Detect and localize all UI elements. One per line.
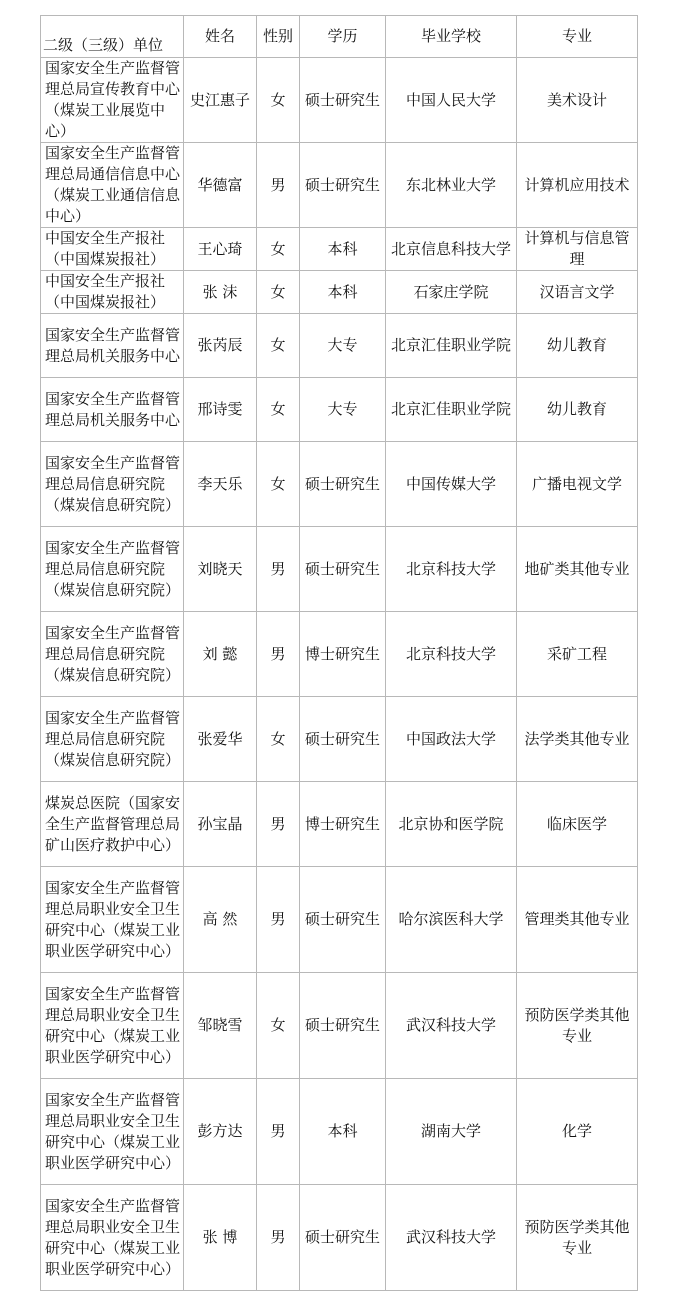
- cell-school: 武汉科技大学: [386, 1185, 517, 1291]
- cell-gender: 男: [257, 1185, 300, 1291]
- cell-gender: 男: [257, 867, 300, 973]
- cell-gender: 女: [257, 973, 300, 1079]
- header-unit: 二级（三级）单位: [41, 16, 184, 58]
- cell-name: 刘晓天: [184, 527, 257, 612]
- cell-major: 幼儿教育: [517, 314, 638, 378]
- cell-name: 邢诗雯: [184, 378, 257, 442]
- personnel-table: [40, 15, 638, 1291]
- cell-gender: 男: [257, 782, 300, 867]
- cell-unit: 中国安全生产报社（中国煤炭报社）: [41, 228, 184, 271]
- cell-education: 硕士研究生: [300, 143, 386, 228]
- cell-school: 石家庄学院: [386, 271, 517, 314]
- cell-gender: 男: [257, 527, 300, 612]
- cell-education: 硕士研究生: [300, 58, 386, 143]
- cell-school: 中国政法大学: [386, 697, 517, 782]
- table-row: [41, 314, 638, 378]
- table-row: [41, 228, 638, 271]
- cell-education: 硕士研究生: [300, 442, 386, 527]
- cell-education: 硕士研究生: [300, 527, 386, 612]
- cell-gender: 男: [257, 1079, 300, 1185]
- table-row: [41, 612, 638, 697]
- cell-unit: 国家安全生产监督管理总局职业安全卫生研究中心（煤炭工业职业医学研究中心）: [41, 1079, 184, 1185]
- cell-gender: 女: [257, 314, 300, 378]
- cell-name: 张 沫: [184, 271, 257, 314]
- cell-school: 北京汇佳职业学院: [386, 378, 517, 442]
- cell-school: 北京科技大学: [386, 527, 517, 612]
- cell-name: 高 然: [184, 867, 257, 973]
- cell-gender: 女: [257, 442, 300, 527]
- table-row: [41, 1079, 638, 1185]
- cell-school: 湖南大学: [386, 1079, 517, 1185]
- table-row: [41, 442, 638, 527]
- cell-school: 中国人民大学: [386, 58, 517, 143]
- cell-unit: 国家安全生产监督管理总局通信信息中心（煤炭工业通信信息中心）: [41, 143, 184, 228]
- cell-school: 中国传媒大学: [386, 442, 517, 527]
- cell-unit: 煤炭总医院（国家安全生产监督管理总局矿山医疗救护中心）: [41, 782, 184, 867]
- cell-major: 预防医学类其他专业: [517, 973, 638, 1079]
- cell-gender: 女: [257, 228, 300, 271]
- cell-name: 张芮辰: [184, 314, 257, 378]
- cell-major: 幼儿教育: [517, 378, 638, 442]
- cell-unit: 中国安全生产报社（中国煤炭报社）: [41, 271, 184, 314]
- cell-major: 计算机与信息管理: [517, 228, 638, 271]
- cell-name: 史江惠子: [184, 58, 257, 143]
- cell-unit: 国家安全生产监督管理总局信息研究院（煤炭信息研究院）: [41, 612, 184, 697]
- table-body: [41, 58, 638, 1291]
- cell-major: 汉语言文学: [517, 271, 638, 314]
- header-school: 毕业学校: [386, 16, 517, 58]
- cell-unit: 国家安全生产监督管理总局机关服务中心: [41, 314, 184, 378]
- cell-education: 本科: [300, 271, 386, 314]
- cell-education: 硕士研究生: [300, 697, 386, 782]
- cell-education: 硕士研究生: [300, 1185, 386, 1291]
- cell-gender: 女: [257, 271, 300, 314]
- cell-major: 广播电视文学: [517, 442, 638, 527]
- cell-gender: 女: [257, 697, 300, 782]
- cell-education: 博士研究生: [300, 612, 386, 697]
- table-row: [41, 973, 638, 1079]
- table-row: [41, 143, 638, 228]
- table-row: [41, 782, 638, 867]
- table-row: [41, 867, 638, 973]
- header-name: 姓名: [184, 16, 257, 58]
- header-gender: 性别: [257, 16, 300, 58]
- cell-major: 美术设计: [517, 58, 638, 143]
- header-education: 学历: [300, 16, 386, 58]
- cell-unit: 国家安全生产监督管理总局职业安全卫生研究中心（煤炭工业职业医学研究中心）: [41, 867, 184, 973]
- cell-name: 张 博: [184, 1185, 257, 1291]
- cell-gender: 女: [257, 58, 300, 143]
- cell-major: 临床医学: [517, 782, 638, 867]
- cell-major: 采矿工程: [517, 612, 638, 697]
- cell-gender: 男: [257, 612, 300, 697]
- table-row: [41, 58, 638, 143]
- cell-education: 硕士研究生: [300, 973, 386, 1079]
- cell-major: 管理类其他专业: [517, 867, 638, 973]
- cell-school: 北京科技大学: [386, 612, 517, 697]
- cell-unit: 国家安全生产监督管理总局职业安全卫生研究中心（煤炭工业职业医学研究中心）: [41, 973, 184, 1079]
- cell-education: 大专: [300, 314, 386, 378]
- cell-school: 北京信息科技大学: [386, 228, 517, 271]
- table-row: [41, 527, 638, 612]
- cell-education: 硕士研究生: [300, 867, 386, 973]
- cell-gender: 女: [257, 378, 300, 442]
- cell-education: 大专: [300, 378, 386, 442]
- cell-school: 东北林业大学: [386, 143, 517, 228]
- cell-name: 华德富: [184, 143, 257, 228]
- cell-major: 计算机应用技术: [517, 143, 638, 228]
- cell-unit: 国家安全生产监督管理总局信息研究院（煤炭信息研究院）: [41, 697, 184, 782]
- header-major: 专业: [517, 16, 638, 58]
- cell-education: 本科: [300, 1079, 386, 1185]
- cell-unit: 国家安全生产监督管理总局信息研究院（煤炭信息研究院）: [41, 527, 184, 612]
- cell-name: 孙宝晶: [184, 782, 257, 867]
- cell-major: 法学类其他专业: [517, 697, 638, 782]
- table-row: [41, 378, 638, 442]
- cell-gender: 男: [257, 143, 300, 228]
- table-row: [41, 697, 638, 782]
- cell-unit: 国家安全生产监督管理总局宣传教育中心（煤炭工业展览中心）: [41, 58, 184, 143]
- cell-name: 张爱华: [184, 697, 257, 782]
- cell-education: 博士研究生: [300, 782, 386, 867]
- header-row: [41, 16, 638, 58]
- cell-name: 李天乐: [184, 442, 257, 527]
- table-row: [41, 271, 638, 314]
- cell-name: 刘 懿: [184, 612, 257, 697]
- cell-school: 哈尔滨医科大学: [386, 867, 517, 973]
- cell-major: 化学: [517, 1079, 638, 1185]
- cell-school: 北京协和医学院: [386, 782, 517, 867]
- cell-name: 彭方达: [184, 1079, 257, 1185]
- cell-school: 武汉科技大学: [386, 973, 517, 1079]
- table-row: [41, 1185, 638, 1291]
- cell-unit: 国家安全生产监督管理总局信息研究院（煤炭信息研究院）: [41, 442, 184, 527]
- cell-education: 本科: [300, 228, 386, 271]
- cell-unit: 国家安全生产监督管理总局机关服务中心: [41, 378, 184, 442]
- cell-major: 预防医学类其他专业: [517, 1185, 638, 1291]
- cell-name: 王心琦: [184, 228, 257, 271]
- cell-major: 地矿类其他专业: [517, 527, 638, 612]
- cell-name: 邹晓雪: [184, 973, 257, 1079]
- cell-school: 北京汇佳职业学院: [386, 314, 517, 378]
- cell-unit: 国家安全生产监督管理总局职业安全卫生研究中心（煤炭工业职业医学研究中心）: [41, 1185, 184, 1291]
